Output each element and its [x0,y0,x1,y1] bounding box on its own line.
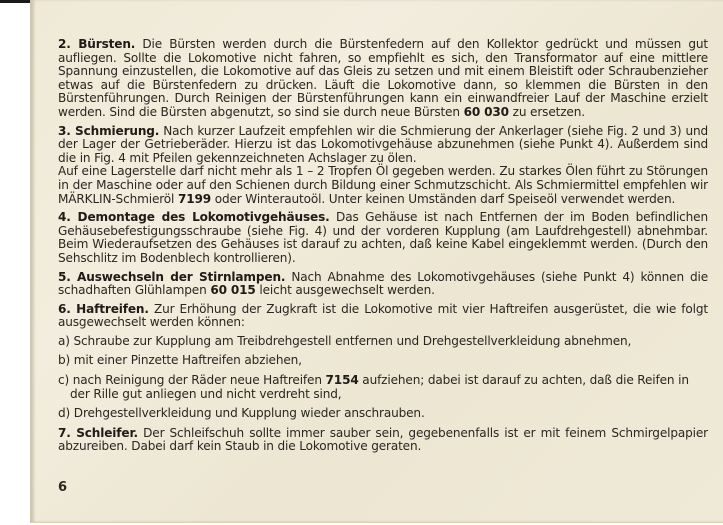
page-content [58,38,708,459]
manual-page [30,0,723,523]
scan-edge-bar [0,0,31,3]
page-number: 6 [58,480,68,495]
section-heading: 2. Bürsten. [58,37,136,51]
step-b: b) mit einer Pinzette Haftreifen abziehen, [58,353,302,368]
section-contact-shoe: 7. Schleifer. Der Schleifschuh sollte immer sauber sein, gegebenenfalls ist er mit feinem Schmirgelpapier abzureiben. Dabei darf kein Staub in die Lokomotive geraten. [58,425,708,454]
section-headlamps: 5. Auswechseln der Stirnlampen. Nach Abnahme des Lokomotivgehäuses (siehe Punkt 4) können die schadhaften Glühlampen 60 015 leicht ausgewechselt werden. [58,269,708,298]
section-brushes: 2. Bürsten. Die Bürsten werden durch die Bürstenfedern auf den Kollektor gedrückt und müssen gut aufliegen. Sollte die Lokomotive nicht fahren, so empfiehlt es sich, den Transformator auf eine mittlere Spannung einzustellen, die Lokomotive auf das Gleis zu setzen und mit einem Bleistift oder Schraubenzieher etwas auf die Bürstenfedern zu drücken. Läuft die Lokomotive dann, so klemmen die Bürsten in den Bürstenführungen. Durch Reinigen der Bürstenführungen kann ein einwandfreier Lauf der Maschine erzielt werden. Sind die Bürsten abgenutzt, so sind sie durch neue Bürsten 60 030 zu ersetzen. [58,37,708,119]
part-number: 7199 [177,191,212,206]
section-heading: 7. Schleifer. [58,425,138,440]
section-housing-removal: 4. Demontage des Lokomotivgehäuses. Das Gehäuse ist nach Entfernen der im Boden befindlichen Gehäusebefestigungsschraube (siehe Fig. 4) und der vorderen Kupplung (am Laufdrehgestell) abnehmbar. Beim Wiederaufsetzen des Gehäuses ist darauf zu achten, daß keine Kabel eingeklemmt werden. (Durch den Sehschlitz im Bodenblech kontrollieren). [58,210,708,265]
section-heading: 6. Haftreifen. [58,301,149,316]
lubrication-continued: Auf eine Lagerstelle darf nicht mehr als 1 – 2 Tropfen Öl gegeben werden. Zu starkes Ölen führt zu Störungen in der Maschine oder auf den Schienen durch Bildung einer Schmutzschicht. Als Schmiermittel empfehlen wir MÄRKLIN-Schmieröl 7199 oder Winterautoöl. Unter keinen Umständen darf Speiseöl verwendet werden. [58,164,708,206]
part-number: 60 030 [463,104,509,119]
section-traction-tires: 6. Haftreifen. Zur Erhöhung der Zugkraft ist die Lokomotive mit vier Haftreifen ausgerüstet, die wie folgt ausgewechselt werden können: [58,301,708,330]
section-heading: 4. Demontage des Lokomotivgehäuses. [58,210,330,225]
step-a: a) Schraube zur Kupplung am Treibdrehgestell entfernen und Drehgestellverkleidung abnehmen, [58,333,632,348]
section-lubrication: 3. Schmierung. Nach kurzer Laufzeit empfehlen wir die Schmierung der Ankerlager (siehe Fig. 2 und 3) und der Lager der Getrieberäder. Hierzu ist das Lokomotivgehäuse abzunehmen (siehe Punkt 4). Außerdem sind die in Fig. 4 mit Pfeilen gekennzeichneten Achslager zu ölen. Auf eine Lagerstelle darf nicht mehr als 1 – 2 Tropfen Öl gegeben werden. Zu starkes Ölen führt zu Störungen in der Maschine oder auf den Schienen durch Bildung einer Schmutzschicht. Als Schmiermittel empfehlen wir MÄRKLIN-Schmieröl 7199 oder Winterautoöl. Unter keinen Umständen darf Speiseöl verwendet werden. [58,123,708,206]
step-d: d) Drehgestellverkleidung und Kupplung wieder anschrauben. [58,406,425,421]
section-heading: 5. Auswechseln der Stirnlampen. [58,269,286,284]
section-heading: 3. Schmierung. [58,123,160,138]
step-c: c) nach Reinigung der Räder neue Haftreifen 7154 aufziehen; dabei ist darauf zu achten, daß die Reifen in der Rille gut anliegen und nicht verdreht sind, [58,373,689,401]
part-number: 7154 [325,373,359,388]
part-number: 60 015 [210,283,256,298]
